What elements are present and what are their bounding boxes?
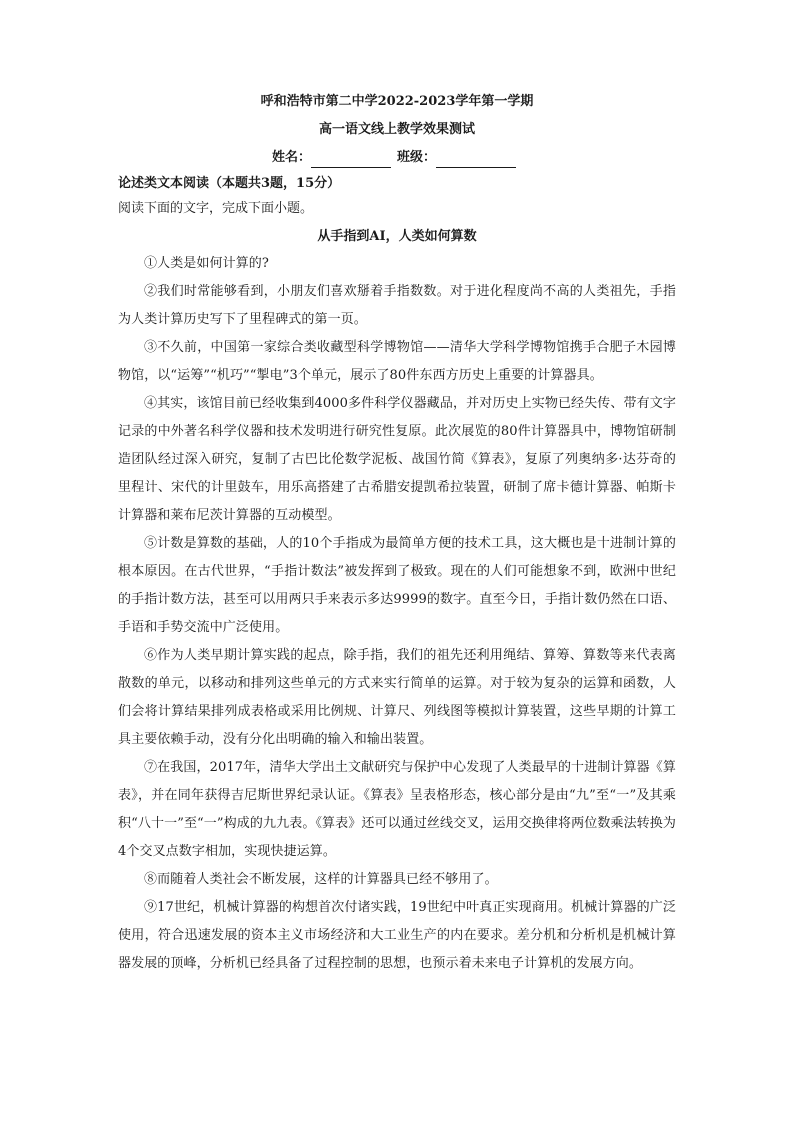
section-heading: 论述类文本阅读（本题共3题，15分）: [118, 176, 341, 191]
name-blank[interactable]: [311, 153, 391, 168]
class-label: 班级：: [397, 150, 437, 165]
article-paragraph-7: ⑦在我国，2017年，清华大学出土文献研究与保护中心发现了人类最早的十进制计算器《算表》，并在同年获得吉尼斯世界纪录认证。《算表》呈表格形态，核心部分是由“九”至“一”及其乘积“八十一”至“一”构成的九九表。《算表》还可以通过丝线交叉，运用交换律将两位数乘法转换为4个交叉点数字相加，实现快捷运算。: [118, 760, 676, 859]
article-title: 从手指到AI，人类如何算数: [317, 229, 477, 244]
section-instruction: 阅读下面的文字，完成下面小题。: [118, 201, 314, 216]
article-paragraph-4: ④其实，该馆目前已经收集到4000多件科学仪器藏品，并对历史上实物已经失传、带有文字记录的中外著名科学仪器和技术发明进行研究性复原。此次展览的80件计算器具中，博物馆研制造团队经过深入研究，复制了古巴比伦数学泥板、战国竹简《算表》，复原了列奥纳多·达芬奇的里程计、宋代的计里鼓车，用乐高搭建了古希腊安提凯希拉装置，研制了席卡德计算器、帕斯卡计算器和莱布尼茨计算器的互动模型。: [118, 396, 676, 523]
article-paragraph-5: ⑤计数是算数的基础，人的10个手指成为最简单方便的技术工具，这大概也是十进制计算的根本原因。在古代世界，“手指计数法”被发挥到了极致。现在的人们可能想象不到，欧洲中世纪的手指计数方法，甚至可以用两只手来表示多达9999的数字。直至今日，手指计数仍然在口语、手语和手势交流中广泛使用。: [118, 536, 676, 635]
article-paragraph-2: ②我们时常能够看到，小朋友们喜欢掰着手指数数。对于进化程度尚不高的人类祖先，手指为人类计算历史写下了里程碑式的第一页。: [118, 284, 676, 327]
article-paragraph-6: ⑥作为人类早期计算实践的起点，除手指，我们的祖先还利用绳结、算筹、算数等来代表离散数的单元，以移动和排列这些单元的方式来实行简单的运算。对于较为复杂的运算和函数，人们会将计算结果排列成表格或采用比例规、计算尺、列线图等模拟计算装置，这些早期的计算工具主要依赖手动，没有分化出明确的输入和输出装置。: [118, 648, 676, 747]
name-class-line: [118, 148, 676, 168]
article-paragraph-8: ⑧而随着人类社会不断发展，这样的计算器具已经不够用了。: [144, 872, 498, 887]
article-paragraph-9: ⑨17世纪，机械计算器的构想首次付诸实践，19世纪中叶真正实现商用。机械计算器的广泛使用，符合迅速发展的资本主义市场经济和大工业生产的内在要求。差分机和分析机是机械计算器发展的顶峰，分析机已经具备了过程控制的思想，也预示着未来电子计算机的发展方向。: [118, 900, 676, 971]
name-label: 姓名：: [271, 150, 311, 165]
exam-title: 呼和浩特市第二中学2022-2023学年第一学期: [260, 94, 534, 109]
article-paragraph-3: ③不久前，中国第一家综合类收藏型科学博物馆——清华大学科学博物馆携手合肥子木园博物馆，以“运筹”“机巧”“掣电”3个单元，展示了80件东西方历史上重要的计算器具。: [118, 340, 676, 383]
class-blank[interactable]: [436, 153, 516, 168]
exam-subtitle: 高一语文线上教学效果测试: [318, 122, 475, 137]
article-paragraph-1: ①人类是如何计算的?: [144, 256, 269, 271]
